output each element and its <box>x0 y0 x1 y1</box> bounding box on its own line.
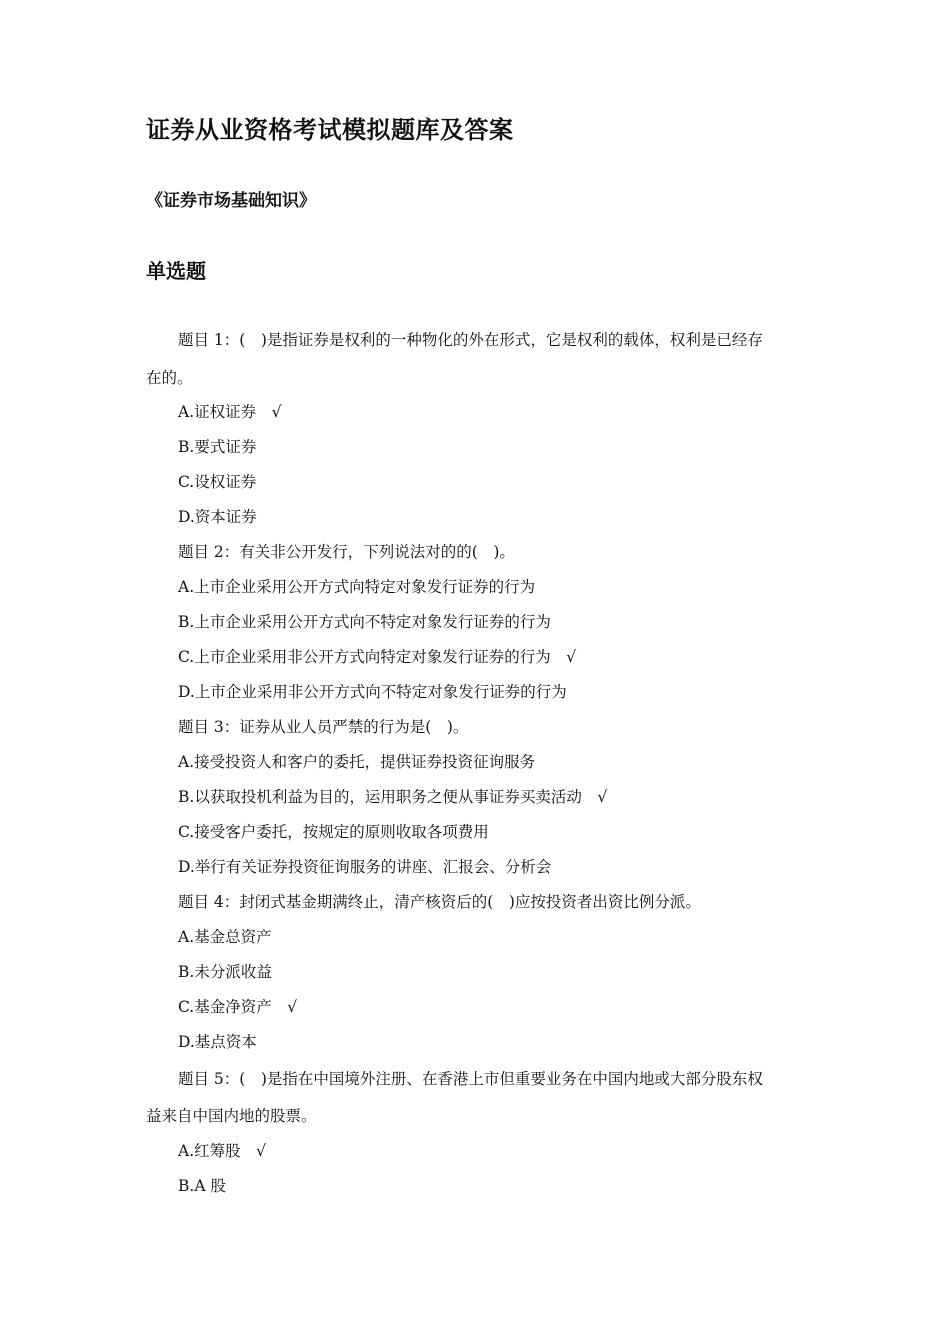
question-2-text: 题目 2：有关非公开发行，下列说法对的的( )。 <box>178 543 515 561</box>
question-5-text-continued: 益来自中国内地的股票。 <box>146 1107 317 1125</box>
question-4-option-d: D.基点资本 <box>178 1033 257 1051</box>
question-2-option-b: B.上市企业采用公开方式向不特定对象发行证券的行为 <box>178 613 551 631</box>
question-1-option-c: C.设权证券 <box>178 473 257 491</box>
question-3-text: 题目 3：证券从业人员严禁的行为是( )。 <box>178 718 469 736</box>
question-1-option-d: D.资本证券 <box>178 508 257 526</box>
question-1-text: 题目 1：( )是指证券是权利的一种物化的外在形式，它是权利的载体，权利是已经存 <box>178 331 763 349</box>
section-heading: 单选题 <box>146 259 206 283</box>
question-2-option-a: A.上市企业采用公开方式向特定对象发行证券的行为 <box>178 578 536 596</box>
question-5-option-b: B.A 股 <box>178 1177 226 1195</box>
question-3-option-a: A.接受投资人和客户的委托，提供证券投资征询服务 <box>178 753 536 771</box>
question-5-option-a: A.红筹股 √ <box>178 1142 266 1160</box>
question-1-option-b: B.要式证券 <box>178 438 257 456</box>
document-subtitle: 《证券市场基础知识》 <box>146 191 316 211</box>
question-1-text-continued: 在的。 <box>146 369 193 387</box>
question-3-option-d: D.举行有关证券投资征询服务的讲座、汇报会、分析会 <box>178 858 552 876</box>
question-5-text: 题目 5：( )是指在中国境外注册、在香港上市但重要业务在中国内地或大部分股东权 <box>178 1070 763 1088</box>
question-4-option-b: B.未分派收益 <box>178 963 272 981</box>
question-3-option-c: C.接受客户委托，按规定的原则收取各项费用 <box>178 823 489 841</box>
question-2-option-c: C.上市企业采用非公开方式向特定对象发行证券的行为 √ <box>178 648 577 666</box>
document-title: 证券从业资格考试模拟题库及答案 <box>146 116 514 144</box>
question-2-option-d: D.上市企业采用非公开方式向不特定对象发行证券的行为 <box>178 683 567 701</box>
question-3-option-b: B.以获取投机利益为目的，运用职务之便从事证券买卖活动 √ <box>178 788 608 806</box>
question-4-option-c: C.基金净资产 √ <box>178 998 298 1016</box>
question-1-option-a: A.证权证券 √ <box>178 403 282 421</box>
question-4-text: 题目 4：封闭式基金期满终止，清产核资后的( )应按投资者出资比例分派。 <box>178 893 701 911</box>
question-4-option-a: A.基金总资产 <box>178 928 272 946</box>
